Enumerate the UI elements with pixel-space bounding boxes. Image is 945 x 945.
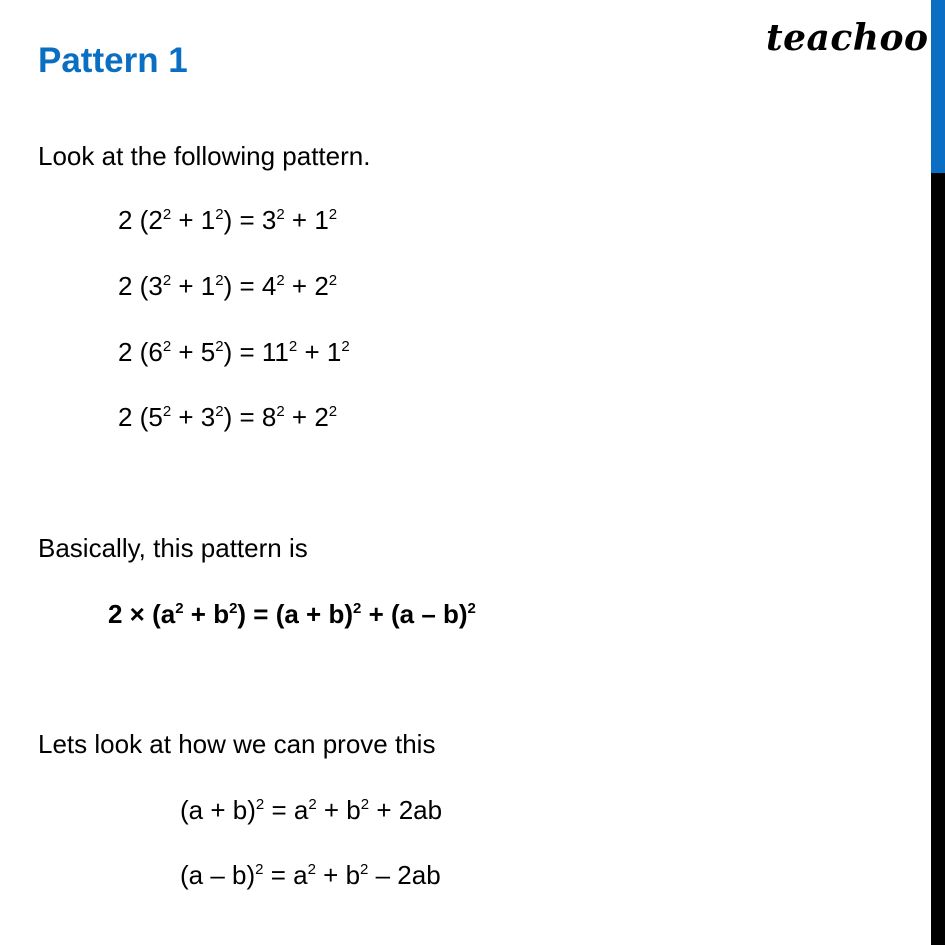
exponent: 2	[215, 272, 224, 289]
eq-text: – 2ab	[368, 860, 441, 890]
eq-text: ) = 4	[223, 271, 277, 301]
eq-text: ) = (a + b)	[237, 599, 353, 629]
exponent: 2	[467, 600, 476, 617]
eq-text: + 1	[171, 205, 216, 235]
example-equation-3	[118, 335, 350, 374]
summary-label: Basically, this pattern is	[38, 533, 308, 563]
eq-text: = a	[263, 860, 308, 890]
eq-text: + b	[315, 860, 361, 890]
exponent: 2	[215, 403, 224, 420]
eq-text: ) = 8	[223, 402, 277, 432]
exponent: 2	[360, 861, 369, 878]
example-equation-2	[118, 269, 337, 308]
exponent: 2	[162, 403, 172, 420]
eq-text: + 2ab	[369, 795, 443, 825]
proof-label: Lets look at how we can prove this	[38, 729, 436, 759]
eq-text: + 1	[284, 205, 329, 235]
exponent: 2	[175, 600, 184, 617]
example-equation-4	[118, 400, 337, 439]
eq-text: 2 (3	[118, 271, 163, 301]
exponent: 2	[328, 272, 338, 289]
exponent: 2	[255, 861, 264, 878]
eq-text: 2 × (a	[108, 599, 176, 629]
exponent: 2	[328, 403, 338, 420]
exponent: 2	[353, 600, 362, 617]
eq-text: ) = 11	[223, 337, 289, 367]
teachoo-logo: teachoo	[766, 17, 929, 59]
eq-text: 2 (6	[118, 337, 163, 367]
exponent: 2	[215, 206, 224, 223]
identity-equation-2	[180, 858, 441, 897]
exponent: 2	[276, 206, 285, 223]
eq-text: = a	[264, 795, 309, 825]
exponent: 2	[360, 796, 370, 813]
eq-text: (a – b)	[180, 860, 256, 890]
eq-text: + 2	[284, 402, 329, 432]
exponent: 2	[255, 796, 265, 813]
exponent: 2	[288, 338, 298, 355]
exponent: 2	[276, 272, 285, 289]
eq-text: 2 (2	[118, 205, 163, 235]
eq-text: + 1	[171, 271, 216, 301]
general-formula	[108, 597, 476, 636]
sidebar-accent-black	[931, 173, 945, 945]
eq-text: 2 (5	[118, 402, 163, 432]
eq-text: + 5	[171, 337, 216, 367]
exponent: 2	[229, 600, 238, 617]
exponent: 2	[341, 338, 350, 355]
intro-text: Look at the following pattern.	[38, 141, 371, 171]
sidebar-accent-blue	[931, 0, 945, 173]
exponent: 2	[162, 206, 172, 223]
exponent: 2	[215, 338, 224, 355]
exponent: 2	[162, 272, 172, 289]
exponent: 2	[328, 206, 338, 223]
eq-text: + b	[316, 795, 361, 825]
eq-text: + b	[183, 599, 230, 629]
eq-text: ) = 3	[223, 205, 277, 235]
eq-text: (a + b)	[180, 795, 256, 825]
example-equation-1	[118, 203, 337, 242]
exponent: 2	[307, 861, 316, 878]
page-title: Pattern 1	[38, 41, 188, 80]
exponent: 2	[162, 338, 172, 355]
eq-text: + 3	[171, 402, 216, 432]
exponent: 2	[276, 403, 285, 420]
eq-text: + 2	[284, 271, 329, 301]
eq-text: + (a – b)	[361, 599, 468, 629]
identity-equation-1	[180, 793, 442, 832]
exponent: 2	[308, 796, 317, 813]
eq-text: + 1	[297, 337, 342, 367]
